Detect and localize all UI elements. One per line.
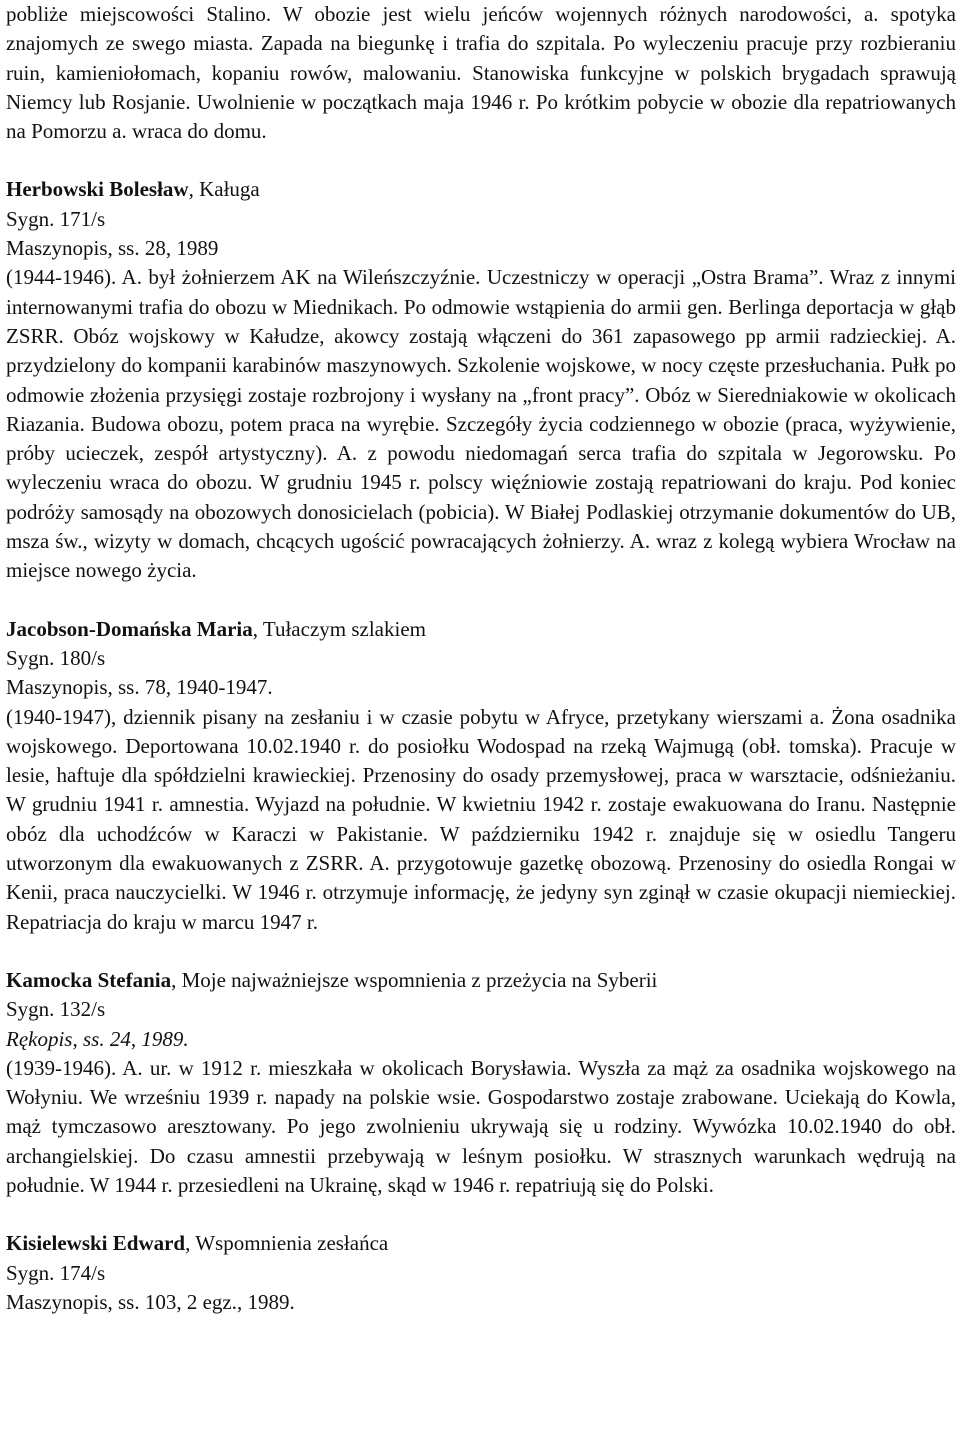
entry-title: , Moje najważniejsze wspomnienia z przeżycia na Syberii: [171, 967, 658, 992]
entry-signature: Sygn. 174/s: [6, 1260, 106, 1285]
entry-description: (1944-1946). A. był żołnierzem AK na Wileńszczyźnie. Uczestniczy w operacji „Ostra Brama”. Wraz z innymi internowanymi trafia do obozu w Miednikach. Po odmowie wstąpienia do armii gen. Berlinga deportacja w głąb ZSRR. Obóz wojskowy w Kałudze, akowcy zostają włączeni do 361 zapasowego pp armii radzieckiej. A. przydzielony do kompanii karabinów maszynowych. Szkolenie wojskowe, w nocy częste przesłuchania. Pułk po odmowie złożenia przysięgi zostaje rozbrojony i wysłany na „front pracy”. Obóz w Sieredniakowie w okolicach Riazania. Budowa obozu, potem praca na wyrębie. Szczegóły życia codziennego w obozie (praca, wyżywienie, próby ucieczek, zespół artystyczny). A. z powodu niedomagań serca trafia do szpitala w Jegorowsku. Po wyleczeniu wraca do obozu. W grudniu 1945 r. polscy więźniowie zostają repatriowani do kraju. Pod koniec podróży samosądy na obozowych donosicielach (pobicia). W Białej Podlaskiej otrzymanie dokumentów do UB, msza św., wizyty w domach, chcących ugościć powracających żołnierzy. A. wraz z kolegą wybiera Wrocław na miejsce nowego życia.: [6, 265, 956, 583]
entry-format: Rękopis, ss. 24, 1989.: [6, 1026, 189, 1051]
entry-author: Jacobson-Domańska Maria: [6, 616, 253, 641]
catalog-entry: [6, 615, 956, 937]
entry-signature: Sygn. 132/s: [6, 997, 106, 1022]
entry-title: , Tułaczym szlakiem: [252, 616, 426, 641]
entry-description: (1940-1947), dziennik pisany na zesłaniu i w czasie pobytu w Afryce, przetykany wierszami a. Żona osadnika wojskowego. Deportowana 10.02.1940 r. do posiołku Wodospad na rzeką Wajmugą (obł. tomska). Pracuje w lesie, haftuje dla spółdzielni krawieckiej. Przenosiny do osady przemysłowej, praca w warsztacie, odśnieżaniu. W grudniu 1941 r. amnestia. Wyjazd na południe. W kwietniu 1942 r. zostaje ewakuowana do Iranu. Następnie obóz dla uchodźców w Karaczi w Pakistanie. W październiku 1942 r. znajduje się w osiedlu Tangeru utworzonym dla ewakuowanych z ZSRR. A. przygotowuje gazetkę obozową. Przenosiny do osiedla Rongai w Kenii, praca nauczycielki. W 1946 r. otrzymuje informację, że jedyny syn zginął w czasie okupacji niemieckiej. Repatriacja do kraju w marcu 1947 r.: [6, 704, 956, 934]
entry-format: Maszynopis, ss. 103, 2 egz., 1989.: [6, 1289, 295, 1314]
catalog-entry: [6, 175, 956, 585]
document-page: [6, 0, 956, 1317]
entry-title: , Wspomnienia zesłańca: [185, 1231, 389, 1256]
entry-format: Maszynopis, ss. 78, 1940-1947.: [6, 675, 273, 700]
catalog-entry: [6, 1229, 956, 1317]
entry-author: Kisielewski Edward: [6, 1231, 186, 1256]
entry-author: Herbowski Bolesław: [6, 177, 189, 202]
entry-signature: Sygn. 171/s: [6, 206, 106, 231]
entry-heading: [6, 966, 956, 995]
entry-title: , Kaługa: [188, 177, 260, 202]
catalog-entry: [6, 966, 956, 1200]
entry-heading: [6, 175, 956, 204]
entry-heading: [6, 615, 956, 644]
entry-heading: [6, 1229, 956, 1258]
entry-author: Kamocka Stefania: [6, 967, 172, 992]
intro-paragraph: pobliże miejscowości Stalino. W obozie jest wielu jeńców wojennych różnych narodowości, a. spotyka znajomych ze swego miasta. Zapada na biegunkę i trafia do szpitala. Po wyleczeniu pracuje przy rozbieraniu ruin, kamieniołomach, kopaniu rowów, malowaniu. Stanowiska funkcyjne w polskich brygadach sprawują Niemcy lub Rosjanie. Uwolnienie w początkach maja 1946 r. Po krótkim pobycie w obozie dla repatriowanych na Pomorzu a. wraca do domu.: [6, 2, 956, 144]
entry-format: Maszynopis, ss. 28, 1989: [6, 236, 219, 261]
entry-signature: Sygn. 180/s: [6, 645, 106, 670]
entry-description: (1939-1946). A. ur. w 1912 r. mieszkała w okolicach Borysławia. Wyszła za mąż za osadnika wojskowego na Wołyniu. We wrześniu 1939 r. napady na polskie wsie. Gospodarstwo zostaje zrabowane. Uciekają do Kowla, mąż tymczasowo aresztowany. Po jego zwolnieniu ukrywają się u rodziny. Wywózka 10.02.1940 do obł. archangielskiej. Do czasu amnestii przebywają w leśnym posiołku. W strasznych warunkach wędrują na południe. W 1944 r. przesiedleni na Ukrainę, skąd w 1946 r. repatriują się do Polski.: [6, 1055, 956, 1197]
